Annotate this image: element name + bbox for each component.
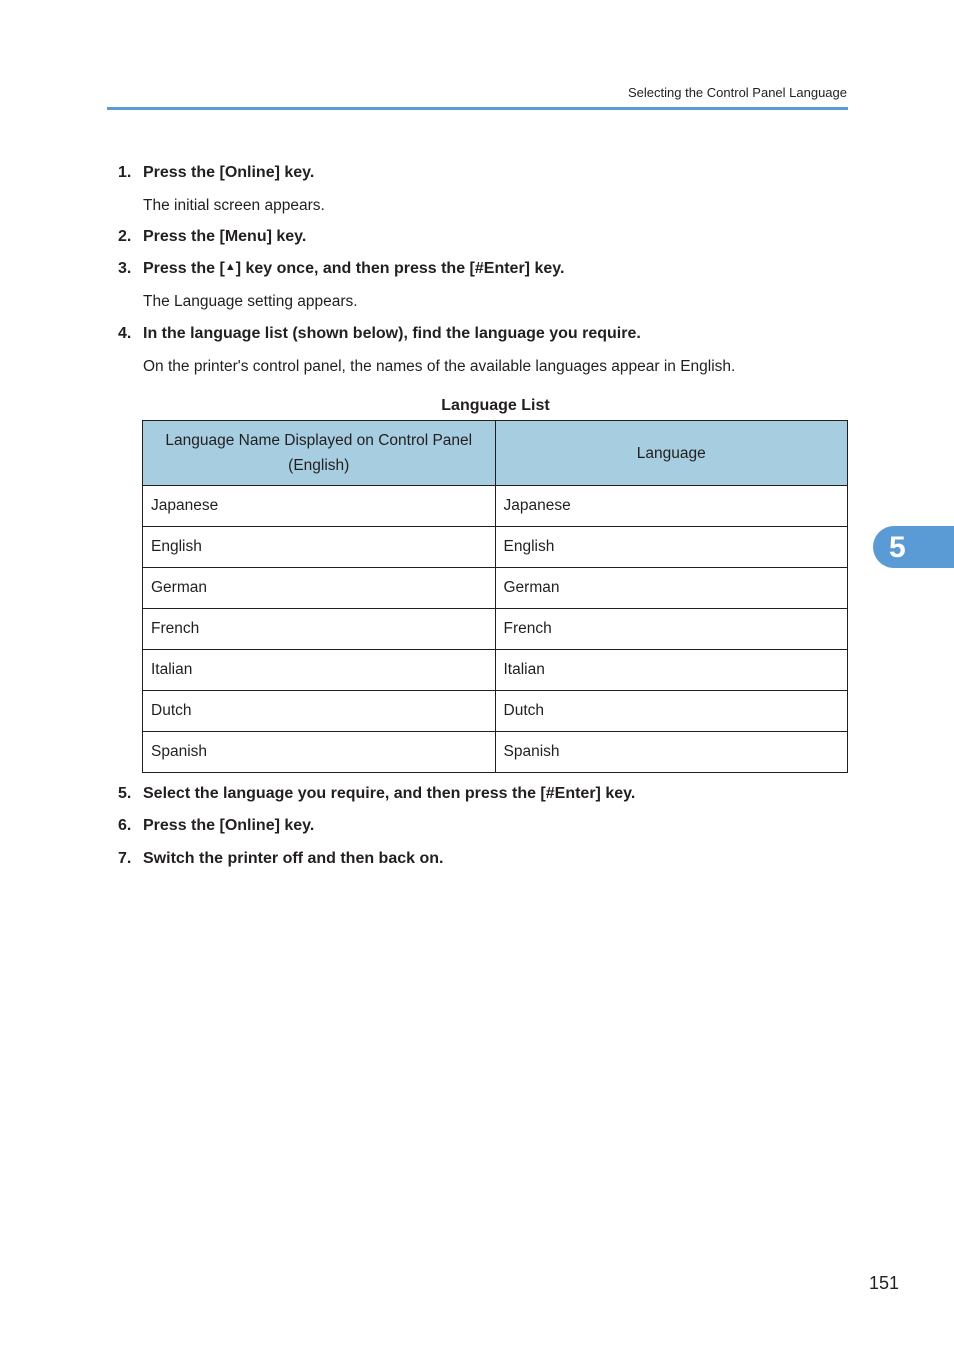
step-text: Press the [Online] key. — [143, 817, 315, 834]
table-row — [143, 609, 848, 650]
display-name-cell: German — [143, 568, 496, 609]
display-name-cell: Japanese — [143, 486, 496, 527]
table-caption: Language List — [441, 397, 550, 414]
step-number: 3. — [118, 260, 132, 277]
table-row — [143, 650, 848, 691]
step-number: 4. — [118, 325, 132, 342]
page-number: 151 — [868, 1273, 899, 1293]
step-6 — [118, 817, 314, 835]
step-3 — [118, 260, 564, 278]
column-header-display-name: Language Name Displayed on Control Panel (English) — [143, 421, 496, 486]
language-cell: Dutch — [495, 691, 848, 732]
chapter-number: 5 — [889, 531, 906, 564]
step-4 — [118, 325, 641, 343]
step-number: 5. — [118, 785, 132, 802]
language-cell: German — [495, 568, 848, 609]
table-row — [143, 486, 848, 527]
step-4-result: On the printer's control panel, the names of the available languages appear in English. — [143, 358, 736, 375]
chapter-tab — [873, 526, 954, 568]
display-name-cell: French — [143, 609, 496, 650]
step-text: In the language list (shown below), find the language you require. — [143, 325, 641, 342]
language-cell: Italian — [495, 650, 848, 691]
display-name-cell: Spanish — [143, 732, 496, 773]
step-number: 6. — [118, 817, 132, 834]
display-name-cell: English — [143, 527, 496, 568]
display-name-cell: Italian — [143, 650, 496, 691]
step-number: 1. — [118, 164, 132, 181]
step-number: 7. — [118, 850, 132, 867]
language-cell: French — [495, 609, 848, 650]
step-text: Switch the printer off and then back on. — [143, 850, 444, 867]
display-name-cell: Dutch — [143, 691, 496, 732]
header-rule — [107, 107, 848, 110]
running-header: Selecting the Control Panel Language — [628, 85, 847, 100]
step-3-result: The Language setting appears. — [143, 293, 358, 310]
language-cell: English — [495, 527, 848, 568]
table-row — [143, 527, 848, 568]
language-cell: Spanish — [495, 732, 848, 773]
step-2 — [118, 228, 306, 246]
step-5 — [118, 785, 635, 803]
table-header-row — [143, 421, 848, 486]
step-text: Select the language you require, and then press the [#Enter] key. — [143, 785, 636, 802]
step-1-result: The initial screen appears. — [143, 197, 325, 214]
language-cell: Japanese — [495, 486, 848, 527]
language-table — [142, 420, 848, 773]
table-row — [143, 568, 848, 609]
column-header-language: Language — [495, 421, 848, 486]
step-7 — [118, 850, 443, 868]
step-text: Press the [Menu] key. — [143, 228, 307, 245]
step-number: 2. — [118, 228, 132, 245]
step-text-before: Press the [ — [143, 260, 225, 277]
up-arrow-icon: ▲ — [224, 261, 236, 273]
step-text-after: ] key once, and then press the [#Enter] key. — [235, 260, 565, 277]
step-text: Press the [Online] key. — [143, 164, 315, 181]
table-row — [143, 732, 848, 773]
step-1 — [118, 164, 314, 182]
table-row — [143, 691, 848, 732]
